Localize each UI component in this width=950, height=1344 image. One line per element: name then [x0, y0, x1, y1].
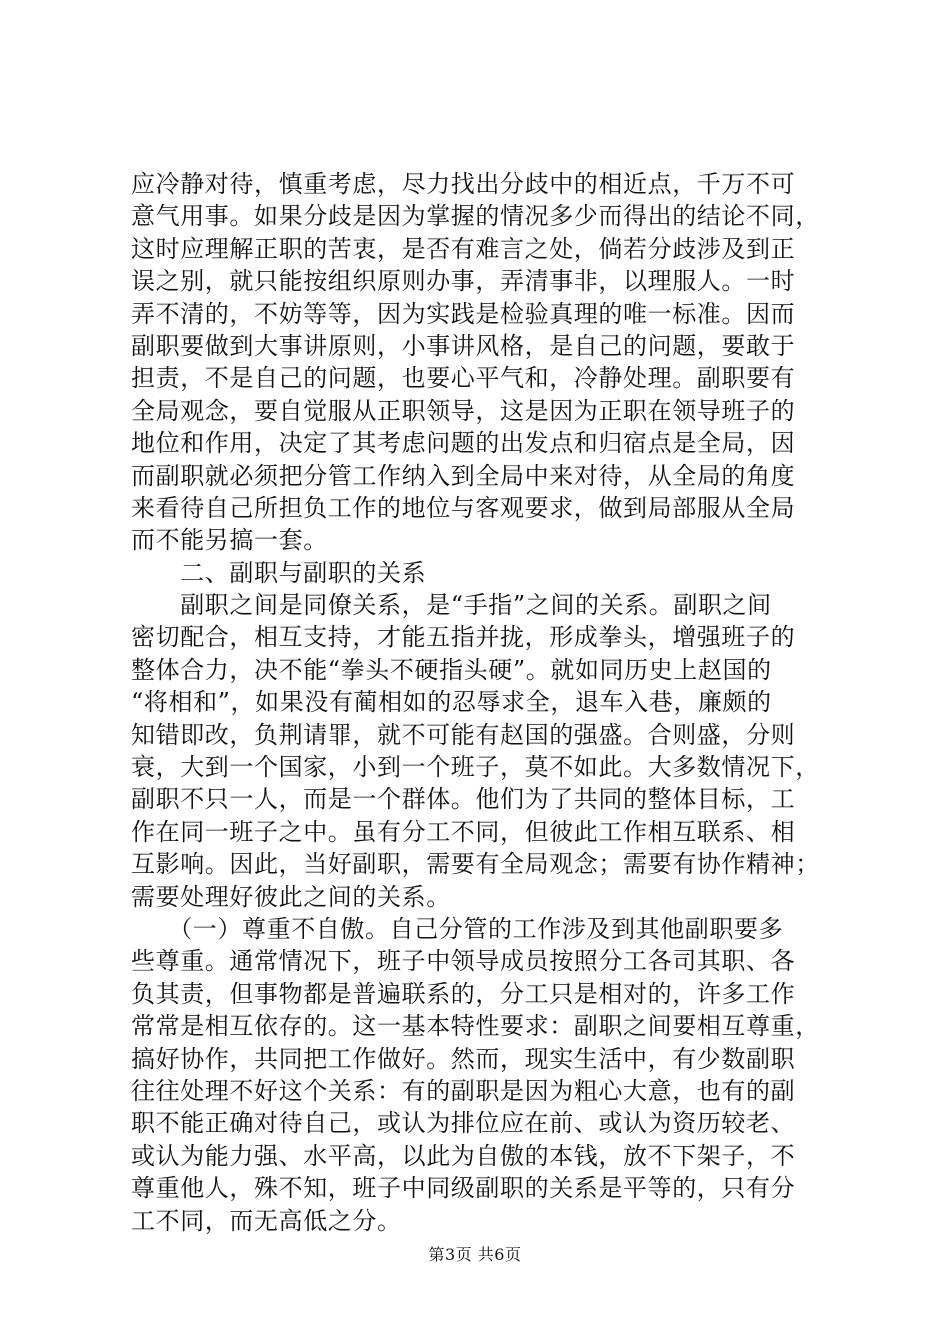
text-line: 些尊重。通常情况下，班子中领导成员按照分工各司其职、各 — [131, 947, 796, 976]
text-line: 担责，不是自己的问题，也要心平气和，冷静处理。副职要有 — [131, 364, 796, 393]
text-line: 常常是相互依存的。这一基本特性要求：副职之间要相互尊重， — [131, 1012, 820, 1041]
text-line: 作在同一班子之中。虽有分工不同，但彼此工作相互联系、相 — [131, 817, 796, 846]
text-line: 尊重他人，殊不知，班子中同级副职的关系是平等的，只有分 — [131, 1174, 796, 1203]
text-line: 副职不只一人，而是一个群体。他们为了共同的整体目标，工 — [131, 785, 796, 814]
text-line: 搞好协作，共同把工作做好。然而，现实生活中，有少数副职 — [131, 1044, 796, 1073]
body-text — [131, 168, 831, 1237]
text-line: 误之别，就只能按组织原则办事，弄清事非，以理服人。一时 — [131, 267, 796, 296]
text-line: 来看待自己所担负工作的地位与客观要求，做到局部服从全局 — [131, 493, 796, 522]
text-line: 负其责，但事物都是普遍联系的，分工只是相对的，许多工作 — [131, 979, 796, 1008]
text-line: “将相和”，如果没有蔺相如的忍辱求全，退车入巷，廉颇的 — [131, 688, 772, 717]
text-line: 地位和作用，决定了其考虑问题的出发点和归宿点是全局，因 — [131, 429, 796, 458]
text-line: 整体合力，决不能“拳头不硬指头硬”。就如同历史上赵国的 — [131, 655, 772, 684]
text-line: 意气用事。如果分歧是因为掌握的情况多少而得出的结论不同， — [131, 202, 820, 231]
text-line: 副职之间是同僚关系，是“手指”之间的关系。副职之间 — [131, 591, 772, 620]
page-footer: 第3页 共6页 — [428, 1245, 522, 1264]
text-line: 往往处理不好这个关系：有的副职是因为粗心大意，也有的副 — [131, 1076, 796, 1105]
section-heading: 二、副职与副职的关系 — [131, 558, 427, 587]
text-line: 而不能另搞一套。 — [131, 526, 328, 555]
text-line: 密切配合，相互支持，才能五指并拢，形成拳头，增强班子的 — [131, 623, 796, 652]
text-line: 工不同，而无高低之分。 — [131, 1206, 402, 1235]
text-line: 衰，大到一个国家，小到一个班子，莫不如此。大多数情况下， — [131, 753, 820, 782]
text-line: 而副职就必须把分管工作纳入到全局中来对待，从全局的角度 — [131, 461, 796, 490]
text-line: 知错即改，负荆请罪，就不可能有赵国的强盛。合则盛，分则 — [131, 720, 796, 749]
text-line: 职不能正确对待自己，或认为排位应在前、或认为资历较老、 — [131, 1109, 796, 1138]
text-line: 这时应理解正职的苦衷，是否有难言之处，倘若分歧涉及到正 — [131, 234, 796, 263]
text-line: 应冷静对待，慎重考虑，尽力找出分歧中的相近点，千万不可 — [131, 170, 796, 198]
text-line: 弄不清的，不妨等等，因为实践是检验真理的唯一标准。因而 — [131, 299, 796, 328]
subsection-line: （一）尊重不自傲。自己分管的工作涉及到其他副职要多 — [131, 914, 784, 943]
text-line: 或认为能力强、水平高，以此为自傲的本钱，放不下架子，不 — [131, 1141, 796, 1170]
text-line: 副职要做到大事讲原则，小事讲风格，是自己的问题，要敢于 — [131, 331, 796, 360]
text-line: 全局观念，要自觉服从正职领导，这是因为正职在领导班子的 — [131, 396, 796, 425]
text-line: 互影响。因此，当好副职，需要有全局观念；需要有协作精神； — [131, 850, 820, 879]
text-line: 需要处理好彼此之间的关系。 — [131, 882, 451, 911]
